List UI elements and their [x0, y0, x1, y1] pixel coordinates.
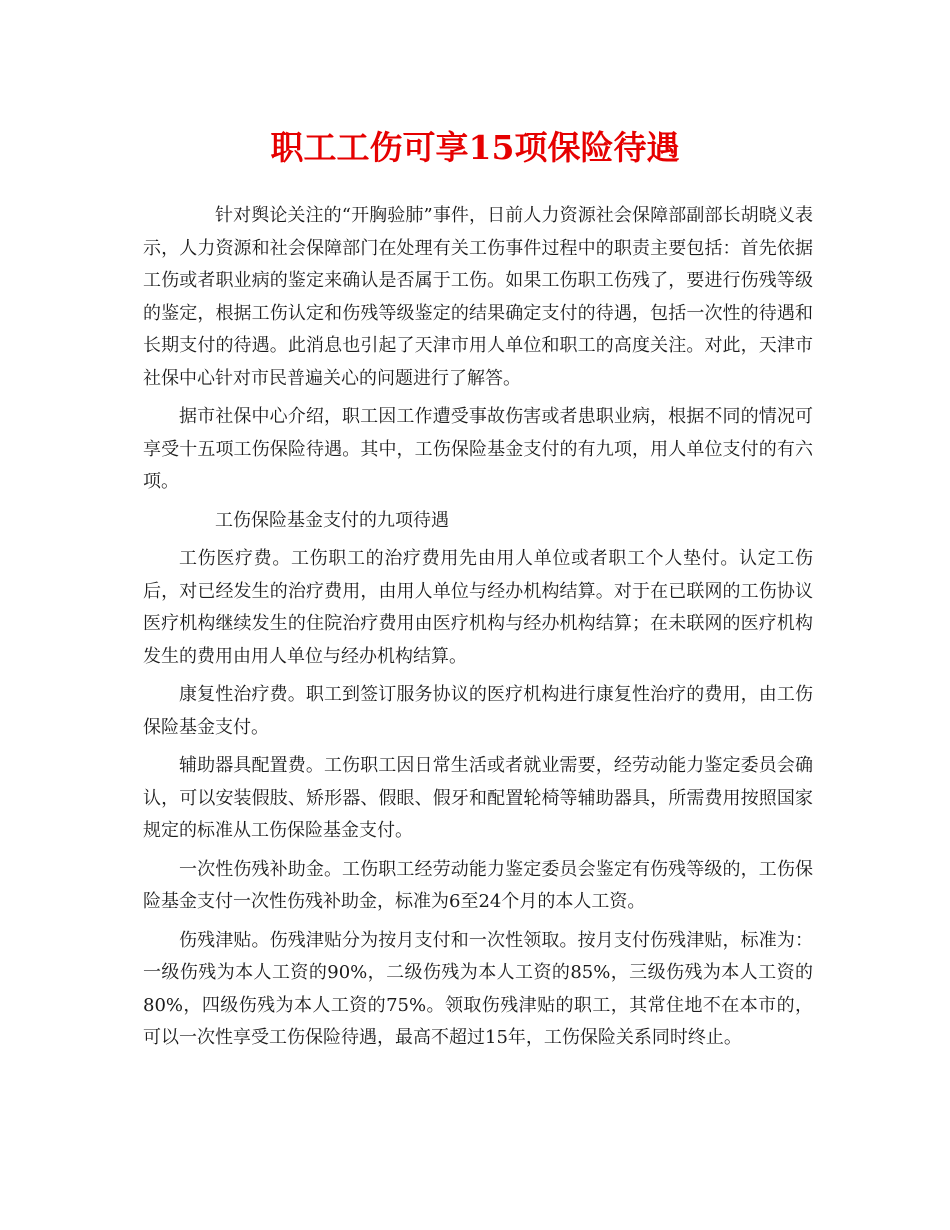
paragraph-rehab-fee: 康复性治疗费。职工到签订服务协议的医疗机构进行康复性治疗的费用，由工伤保险基金支付。	[143, 684, 813, 738]
paragraph-disability-lump-sum: 一次性伤残补助金。工伤职工经劳动能力鉴定委员会鉴定有伤残等级的，工伤保险基金支付一次性伤残补助金，标准为6至24个月的本人工资。	[143, 858, 813, 912]
paragraph-intro: 针对舆论关注的“开胸验肺”事件，日前人力资源社会保障部副部长胡晓义表示，人力资源和社会保障部门在处理有关工伤事件过程中的职责主要包括：首先依据工伤或者职业病的鉴定来确认是否属于工伤。如果工伤职工伤残了，要进行伤残等级的鉴定，根据工伤认定和伤残等级鉴定的结果确定支付的待遇，包括一次性的待遇和长期支付的待遇。此消息也引起了天津市用人单位和职工的高度关注。对此，天津市社保中心针对市民普遍关心的问题进行了解答。	[143, 205, 813, 389]
paragraph-assistive-devices: 辅助器具配置费。工伤职工因日常生活或者就业需要，经劳动能力鉴定委员会确认，可以安装假肢、矫形器、假眼、假牙和配置轮椅等辅助器具，所需费用按照国家规定的标准从工伤保险基金支付。	[143, 755, 813, 841]
paragraph-medical-fee: 工伤医疗费。工伤职工的治疗费用先由用人单位或者职工个人垫付。认定工伤后，对已经发生的治疗费用，由用人单位与经办机构结算。对于在已联网的工伤协议医疗机构继续发生的住院治疗费用由医疗机构与经办机构结算；在未联网的医疗机构发生的费用由用人单位与经办机构结算。	[143, 548, 813, 667]
paragraph-overview: 据市社保中心介绍，职工因工作遭受事故伤害或者患职业病，根据不同的情况可享受十五项工伤保险待遇。其中，工伤保险基金支付的有九项，用人单位支付的有六项。	[143, 406, 813, 492]
document-title: 职工工伤可享15项保险待遇	[270, 128, 680, 167]
paragraph-disability-allowance: 伤残津贴。伤残津贴分为按月支付和一次性领取。按月支付伤残津贴，标准为：一级伤残为本人工资的90%，二级伤残为本人工资的85%，三级伤残为本人工资的80%，四级伤残为本人工资的75%。领取伤残津贴的职工，其常住地不在本市的，可以一次性享受工伤保险待遇，最高不超过15年，工伤保险关系同时终止。	[143, 929, 813, 1048]
document-body	[143, 200, 813, 1061]
section-heading: 工伤保险基金支付的九项待遇	[215, 509, 449, 531]
